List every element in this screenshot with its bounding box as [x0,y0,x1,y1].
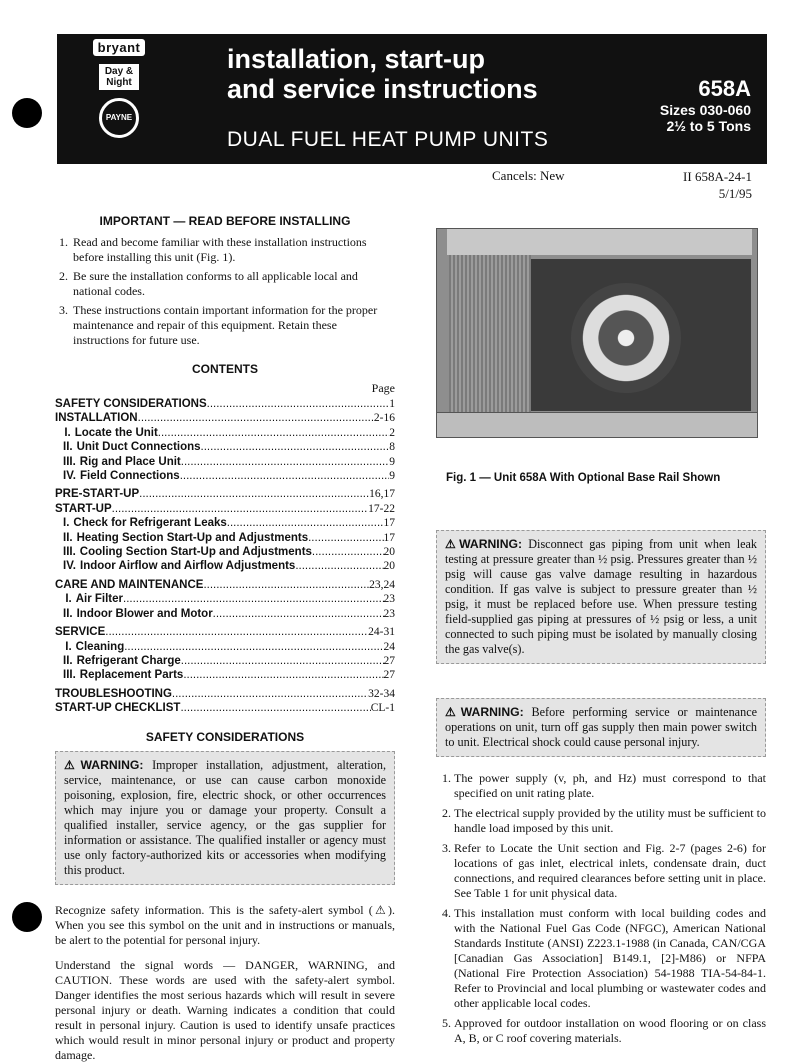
left-column [55,214,395,1063]
toc-subentry[interactable]: IV. Indoor Airflow and Airflow Adjustments ..... 20 [55,559,395,573]
page-column-label: Page [371,381,395,395]
unit-photo [436,228,758,438]
toc-subentry[interactable]: I. Locate the Unit ..... 2 [55,426,395,440]
gas-warning-box [436,530,766,664]
brand-logos [93,39,145,146]
toc-subentry[interactable]: I. Check for Refrigerant Leaks ..... 17 [55,516,395,530]
toc-entry[interactable]: CARE AND MAINTENANCE ..... 23,24 [55,578,395,592]
list-item: 1. The power supply (v, ph, and Hz) must correspond to that specified on unit rating plate. [454,771,766,801]
right-column [436,228,766,1051]
figure-caption: Fig. 1 — Unit 658A With Optional Base Rail Shown [446,472,721,484]
toc-subentry[interactable]: II. Heating Section Start-Up and Adjustments ..... 17 [55,531,395,545]
model-block [660,76,751,134]
warning-label: ⚠WARNING: [445,537,523,551]
document-title: installation, start-up and service instructions [227,44,538,104]
installation-steps [436,771,766,1046]
fan-opening [531,259,751,411]
base-rail [437,412,757,437]
model-sizes: Sizes 030-060 [659,102,751,118]
toc-entry[interactable]: PRE-START-UP ..... 16,17 [55,487,395,501]
cancels-note: Cancels: New [492,168,565,183]
warning-text: Improper installation, adjustment, alteration, service, maintenance, or use can cause carbon monoxide poisoning, explosion, fire, electric shock, or other occurrences which may injure you or damage your property. Consult a qualified installer, service agency, or the gas supplier for information or assistance. The qualified installer or agency must use only factory-authorized kits or accessories when modifying this product. [64,757,387,877]
toc-subentry[interactable]: II. Refrigerant Charge ..... 27 [55,654,395,668]
header-banner [57,34,767,164]
safety-heading: SAFETY CONSIDERATIONS [145,729,305,744]
toc-entry[interactable]: START-UP ..... 17-22 [55,502,395,516]
list-item: 2. Be sure the installation conforms to all applicable local and national codes. [71,269,395,299]
list-item: 3. These instructions contain important information for the proper maintenance and repair of this equipment. Retain these instructions for future use. [71,303,395,348]
safety-paragraph: Recognize safety information. This is the safety-alert symbol (⚠). When you see this symbol on the unit and in instructions or manuals, be alert to the potential for personal injury. [55,902,395,947]
day-night-logo: Day & Night [99,64,139,90]
list-item: 2. The electrical supply provided by the utility must be sufficient to handle load imposed by this unit. [454,806,766,836]
list-item: 1. Read and become familiar with these installation instructions before installing this unit (Fig. 1). [71,235,395,265]
warning-text: Before performing service or maintenance operations on unit, turn off gas supply then main power switch to unit. Electrical shock could cause personal injury. [445,705,758,749]
important-heading: IMPORTANT — READ BEFORE INSTALLING [99,214,351,228]
fan-icon [571,283,681,393]
toc-subentry[interactable]: I. Cleaning ..... 24 [55,640,395,654]
table-of-contents [55,381,395,716]
safety-warning-box [55,751,395,885]
warning-text: Disconnect gas piping from unit when leak testing at pressure greater than ½ psig. Pressures greater than ½ psig will cause gas valve damage resulting in hazardous condition. If gas valve is subject to pressure greater than ½ psig, it must be replaced before use. When pressure testing field-supplied gas piping at pressures of ½ psig or less, a unit connected to such piping must be isolated by manually closing the gas valve(s). [445,537,757,656]
important-list [55,235,395,348]
coil-grille [449,255,531,413]
warning-label: ⚠WARNING: [445,705,524,719]
warning-label: ⚠WARNING: [64,757,144,772]
bryant-logo: bryant [93,39,145,56]
safety-paragraph: Understand the signal words — DANGER, WARNING, and CAUTION. These words are used with the safety-alert symbol. Danger identifies the most serious hazards which will result in severe personal injury or death. Warning indicates a condition that could result in personal injury. Caution is used to identify unsafe practices which would result in minor personal injury or product and property damage. [55,957,395,1062]
toc-entry[interactable]: SAFETY CONSIDERATIONS ..... 1 [55,397,395,411]
model-number: 658A [698,76,751,101]
toc-subentry[interactable]: II. Indoor Blower and Motor ..... 23 [55,607,395,621]
toc-entry[interactable]: START-UP CHECKLIST ..... CL-1 [55,701,395,715]
model-tons: 2½ to 5 Tons [666,118,751,134]
toc-entry[interactable]: INSTALLATION ..... 2-16 [55,411,395,425]
payne-logo: PAYNE [99,98,139,138]
service-warning-box [436,698,766,757]
toc-subentry[interactable]: IV. Field Connections ..... 9 [55,469,395,483]
toc-subentry[interactable]: I. Air Filter ..... 23 [55,592,395,606]
contents-heading: CONTENTS [192,362,258,376]
list-item: 3. Refer to Locate the Unit section and Fig. 2-7 (pages 2-6) for locations of gas inlet, electrical inlets, condensate drain, duct connections, and required clearances before setting unit in place. See Table 1 for unit physical data. [454,841,766,901]
toc-subentry[interactable]: II. Unit Duct Connections ..... 8 [55,440,395,454]
toc-subentry[interactable]: III. Cooling Section Start-Up and Adjustments ..... 20 [55,545,395,559]
list-item: 4. This installation must conform with local building codes and with the National Fuel Gas Code (NFGC), American National Standards Institute (ANSI) Z223.1-1988 (in Canada, CAN/CGA [Canadian Gas Association] B149.1, [2]-M86) or NFPA (National Fire Protection Association) 54-1988 TIA-54-84-1. Refer to Provincial and local plumbing or wastewater codes and other applicable local codes. [454,906,766,1011]
binder-hole [12,98,42,128]
document-subtitle: DUAL FUEL HEAT PUMP UNITS [227,128,549,151]
toc-subentry[interactable]: III. Rig and Place Unit ..... 9 [55,455,395,469]
toc-entry[interactable]: TROUBLESHOOTING ..... 32-34 [55,687,395,701]
document-id: II 658A-24-1 5/1/95 [683,169,752,201]
toc-entry[interactable]: SERVICE ..... 24-31 [55,625,395,639]
toc-subentry[interactable]: III. Replacement Parts ..... 27 [55,668,395,682]
binder-hole [12,902,42,932]
list-item: 5. Approved for outdoor installation on wood flooring or on class A, B, or C roof covering materials. [454,1016,766,1046]
